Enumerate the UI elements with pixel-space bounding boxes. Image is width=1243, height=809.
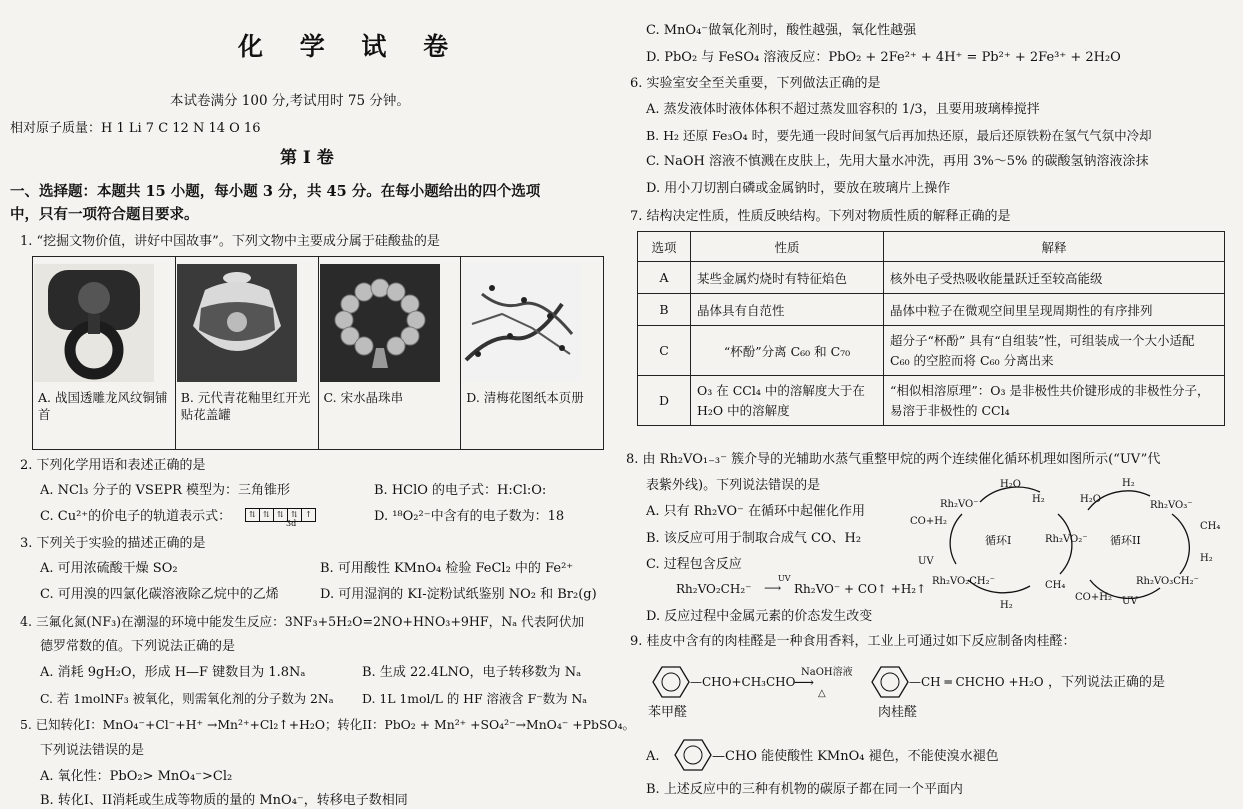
question-4-line-2: 德罗常数的值。下列说法正确的是 [40, 639, 236, 654]
porcelain-jar-image [177, 264, 297, 382]
table-header: 选项 [638, 232, 691, 262]
q1-option-c-cell [318, 257, 461, 450]
question-2: 2. 下列化学用语和表述正确的是 [20, 458, 206, 473]
q9-name-cinnamaldehyde: 肉桂醛 [878, 705, 918, 720]
benzene-ring-icon [871, 665, 909, 699]
question-9: 9. 桂皮中含有的肉桂醛是一种食用香料，工业上可通过如下反应制备肉桂醛： [630, 634, 1076, 649]
table-cell: C [638, 326, 691, 376]
q1-option-c-caption: C. 宋水晶珠串 [323, 390, 404, 405]
q9-name-benzaldehyde: 苯甲醛 [648, 705, 688, 720]
q5-option-c: C. MnO₄⁻做氧化剂时，酸性越强，氧化性越强 [646, 23, 917, 38]
q4-option-a: A. 消耗 9gH₂O，形成 H—F 键数目为 1.8Nₐ [40, 665, 306, 680]
q1-option-a-caption: A. 战国透雕龙风纹铜铺首 [38, 390, 168, 422]
q7-table [637, 231, 1225, 426]
diagram-rh2vo3ch2: Rh₂VO₃CH₂⁻ [1136, 576, 1199, 587]
table-cell: 某些金属灼烧时有特征焰色 [691, 262, 884, 294]
cycle-2-label: 循环II [1110, 534, 1141, 547]
q9-option-a-text: —CHO 能使酸性 KMnO₄ 褪色，不能使溴水褪色 [712, 749, 999, 764]
orbital-box: ⇅ [245, 508, 260, 522]
q3-option-d: D. 可用湿润的 KI-淀粉试纸鉴别 NO₂ 和 Br₂(g) [320, 587, 597, 602]
table-row [638, 376, 1225, 426]
q2-option-a: A. NCl₃ 分子的 VSEPR 模型为：三角锥形 [40, 483, 291, 498]
diagram-coh2-1: CO+H₂ [910, 516, 947, 527]
exam-subtitle: 本试卷满分 100 分,考试用时 75 分钟。 [170, 93, 410, 109]
table-header: 解释 [884, 232, 1225, 262]
q3-option-c: C. 可用溴的四氯化碳溶液除乙烷中的乙烯 [40, 587, 279, 602]
table-cell: 晶体中粒子在微观空间里呈现周期性的有序排列 [884, 294, 1225, 326]
q9-tail: ，下列说法正确的是 [1048, 675, 1166, 690]
orbital-box: ⇅ [287, 508, 302, 522]
table-cell: 超分子“杯酚” 具有“自组装”性，可组装成一个大小适配 C₆₀ 的空腔而将 C₆₀ 分离出来 [884, 326, 1225, 376]
q8-option-b: B. 该反应可用于制取合成气 CO、H₂ [646, 531, 862, 546]
orbital-box: ⇅ [259, 508, 274, 522]
diagram-uv-1: UV [918, 556, 934, 567]
reaction-arrow-icon: ⟶ [794, 675, 815, 691]
q8-equation-right: Rh₂VO⁻ + CO↑ +H₂↑ [794, 582, 927, 596]
q8-option-c: C. 过程包含反应 [646, 557, 742, 572]
crystal-bead-string-image [320, 264, 440, 382]
q8-equation-condition: UV [778, 574, 791, 583]
q2-option-b: B. HClO 的电子式：H:Cl:O: [374, 483, 547, 498]
question-5-line-2: 下列说法错误的是 [40, 743, 145, 758]
benzene-ring-icon [674, 738, 712, 772]
q1-option-d-cell [461, 257, 604, 450]
q4-option-c: C. 若 1molNF₃ 被氧化，则需氧化剂的分子数为 2Nₐ [40, 691, 334, 706]
diagram-rh2vo: Rh₂VO⁻ [940, 499, 979, 510]
q4-option-d: D. 1L 1mol/L 的 HF 溶液含 F⁻数为 Nₐ [362, 691, 588, 706]
table-row [638, 262, 1225, 294]
diagram-h2o-1: H₂O [1000, 479, 1021, 490]
q6-option-d: D. 用小刀切割白磷或金属钠时，要放在玻璃片上操作 [646, 181, 951, 196]
cycle-1-label: 循环I [985, 534, 1012, 547]
diagram-uv-2: UV [1122, 596, 1138, 607]
question-5-line-1: 5. 已知转化I：MnO₄⁻+Cl⁻+H⁺ →Mn²⁺+Cl₂↑+H₂O；转化II：PbO₂ + Mn²⁺ +SO₄²⁻→MnO₄⁻ +PbSO₄。 [20, 717, 635, 732]
question-7: 7. 结构决定性质，性质反映结构。下列对物质性质的解释正确的是 [630, 209, 1011, 224]
question-1: 1. “挖掘文物价值，讲好中国故事”。下列文物中主要成分属于硅酸盐的是 [20, 234, 440, 249]
q1-option-a-cell [33, 257, 176, 450]
q5-option-d: D. PbO₂ 与 FeSO₄ 溶液反应：PbO₂ + 2Fe²⁺ + 4H⁺ = Pb²⁺ + 2Fe³⁺ + 2H₂O [646, 50, 1121, 65]
q2-option-d: D. ¹⁸O₂²⁻中含有的电子数为：18 [374, 509, 565, 524]
diagram-rh2vo2ch2: Rh₂VO₂CH₂⁻ [932, 576, 995, 587]
orbital-box: ↑ [301, 508, 316, 522]
section-heading-2: 中，只有一项符合题目要求。 [10, 206, 199, 223]
page-title: 化 学 试 卷 [238, 32, 463, 61]
q9-product: —CH ═ CHCHO +H₂O [909, 675, 1044, 689]
q2-option-c: C. Cu²⁺的价电子的轨道表示式： [40, 509, 232, 524]
q1-option-b-cell [175, 257, 318, 450]
question-8-line-2: 表紫外线)。下列说法错误的是 [646, 478, 821, 493]
diagram-ch4-2: CH₄ [1200, 521, 1221, 532]
q1-option-d-caption: D. 清梅花图纸本页册 [466, 390, 584, 405]
diagram-h2-3: H₂ [1000, 600, 1013, 611]
diagram-rh2vo3: Rh₂VO₃⁻ [1150, 500, 1193, 511]
q9-reactant: —CHO+CH₃CHO [690, 675, 796, 689]
table-cell: B [638, 294, 691, 326]
q9-option-a-label: A. [646, 749, 660, 764]
bronze-door-knocker-image [34, 264, 154, 382]
q5-option-a: A. 氧化性：PbO₂> MnO₄⁻>Cl₂ [40, 769, 233, 784]
table-cell: 核外电子受热吸收能量跃迁至较高能级 [884, 262, 1225, 294]
question-3: 3. 下列关于实验的描述正确的是 [20, 536, 206, 551]
diagram-h2-1: H₂ [1032, 494, 1045, 505]
plum-blossom-paper-image [462, 264, 582, 382]
table-cell: “相似相溶原理”：O₃ 是非极性共价键形成的非极性分子，易溶于非极性的 CCl₄ [884, 376, 1225, 426]
table-row [638, 294, 1225, 326]
q8-equation-left: Rh₂VO₂CH₂⁻ [676, 582, 752, 596]
q9-option-b: B. 上述反应中的三种有机物的碳原子都在同一个平面内 [646, 782, 963, 797]
q8-option-d: D. 反应过程中金属元素的价态发生改变 [646, 609, 873, 624]
q6-option-c: C. NaOH 溶液不慎溅在皮肤上，先用大量水冲洗，再用 3%～5% 的碳酸氢钠溶液涂抹 [646, 154, 1149, 169]
q1-option-b-caption: B. 元代青花釉里红开光贴花盖罐 [180, 390, 311, 422]
reaction-arrow-icon: ⟶ [764, 581, 782, 595]
orbital-diagram [246, 505, 316, 522]
q4-option-b: B. 生成 22.4LNO，电子转移数为 Nₐ [362, 665, 582, 680]
atomic-mass-line: 相对原子质量：H 1 Li 7 C 12 N 14 O 16 [10, 121, 261, 136]
benzene-ring-icon [652, 665, 690, 699]
diagram-h2-4: H₂ [1200, 553, 1213, 564]
question-4-line-1: 4. 三氟化氮(NF₃)在潮湿的环境中能发生反应：3NF₃+5H₂O=2NO+HNO₃+9HF，Nₐ 代表阿伏加 [20, 614, 585, 629]
table-cell: O₃ 在 CCl₄ 中的溶解度大于在 H₂O 中的溶解度 [691, 376, 884, 426]
q8-option-a: A. 只有 Rh₂VO⁻ 在循环中起催化作用 [646, 504, 865, 519]
diagram-h2-2: H₂ [1122, 478, 1135, 489]
orbital-label: 3d [286, 519, 297, 528]
diagram-coh2-2: CO+H₂ [1075, 592, 1112, 603]
table-cell: “杯酚”分离 C₆₀ 和 C₇₀ [691, 326, 884, 376]
table-header: 性质 [691, 232, 884, 262]
orbital-box: ⇅ [273, 508, 288, 522]
section-heading-1: 一、选择题：本题共 15 小题，每小题 3 分，共 45 分。在每小题给出的四个选项 [10, 183, 541, 200]
catalytic-cycle-diagram [910, 474, 1235, 614]
q3-option-b: B. 可用酸性 KMnO₄ 检验 FeCl₂ 中的 Fe²⁺ [320, 561, 574, 576]
left-column [10, 0, 635, 808]
q1-image-table [32, 256, 604, 450]
right-column [626, 0, 1235, 800]
diagram-rh2vo2: Rh₂VO₂⁻ [1045, 534, 1088, 545]
table-cell: 晶体具有自范性 [691, 294, 884, 326]
q6-option-a: A. 蒸发液体时液体体积不超过蒸发皿容积的 1/3，且要用玻璃棒搅拌 [646, 102, 1040, 117]
q5-option-b: B. 转化I、II消耗或生成等物质的量的 MnO₄⁻，转移电子数相同 [40, 793, 408, 808]
q6-option-b: B. H₂ 还原 Fe₃O₄ 时，要先通一段时间氢气后再加热还原，最后还原铁粉在氢气气氛中冷却 [646, 128, 1152, 143]
table-cell: A [638, 262, 691, 294]
part-title: 第 Ⅰ 卷 [280, 148, 334, 168]
q9-condition-top: NaOH溶液 [801, 667, 853, 678]
question-6: 6. 实验室安全至关重要，下列做法正确的是 [630, 76, 881, 91]
diagram-h2o-2: H₂O [1080, 494, 1101, 505]
table-cell: D [638, 376, 691, 426]
q9-condition-bottom: △ [818, 688, 826, 699]
diagram-ch4-1: CH₄ [1045, 580, 1066, 591]
question-8-line-1: 8. 由 Rh₂VO₁₋₃⁻ 簇介导的光辅助水蒸气重整甲烷的两个连续催化循环机理如图所示(“UV”代 [626, 452, 1161, 467]
table-row [638, 326, 1225, 376]
q3-option-a: A. 可用浓硫酸干燥 SO₂ [40, 561, 178, 576]
